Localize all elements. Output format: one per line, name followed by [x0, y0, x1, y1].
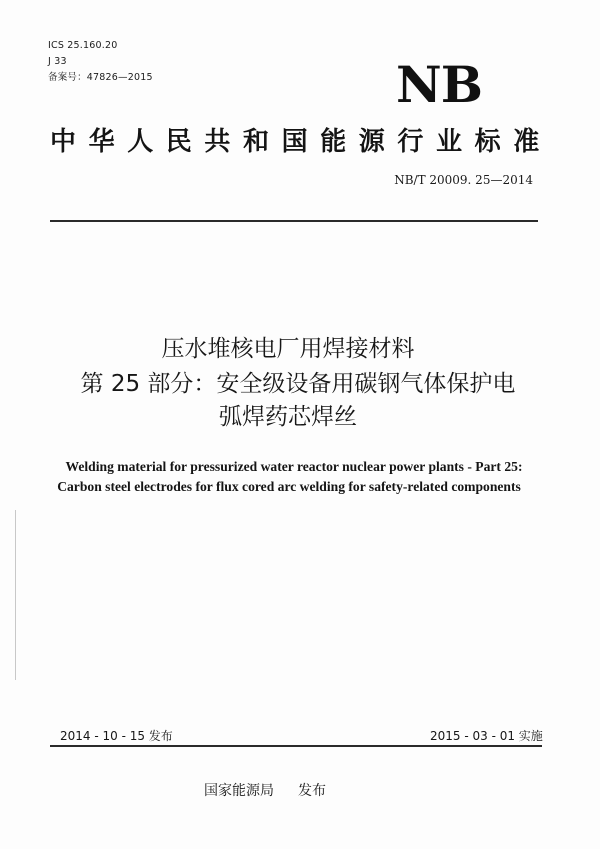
org-title: 中华人民共和国能源行业标准 — [50, 127, 552, 157]
standard-number: NB/T 20009. 25—2014 — [394, 173, 533, 187]
header-divider — [50, 220, 538, 222]
issue-date: 2014 - 10 - 15 发布 — [60, 729, 173, 743]
scan-artifact-line — [15, 510, 16, 680]
publisher-name: 国家能源局 — [204, 783, 274, 799]
implementation-date: 2015 - 03 - 01 实施 — [430, 729, 543, 743]
title-en-line-2: Carbon steel electrodes for flux cored arc welding for safety-related components — [57, 479, 521, 494]
title-zh-line-1: 压水堆核电厂用焊接材料 — [161, 336, 415, 362]
nb-logo: NB — [396, 55, 482, 114]
title-zh-line-3: 弧焊药芯焊丝 — [219, 404, 357, 430]
footer-divider — [50, 745, 542, 747]
record-number: 备案号：47826—2015 — [48, 72, 153, 83]
classification-code: J 33 — [48, 56, 67, 67]
publish-word: 发布 — [298, 783, 326, 799]
publisher-line — [204, 780, 326, 800]
title-zh-line-2: 第 25 部分：安全级设备用碳钢气体保护电 — [80, 371, 516, 397]
title-en-line-1: Welding material for pressurized water reactor nuclear power plants - Part 25: — [65, 459, 523, 474]
ics-code: ICS 25.160.20 — [48, 40, 118, 51]
